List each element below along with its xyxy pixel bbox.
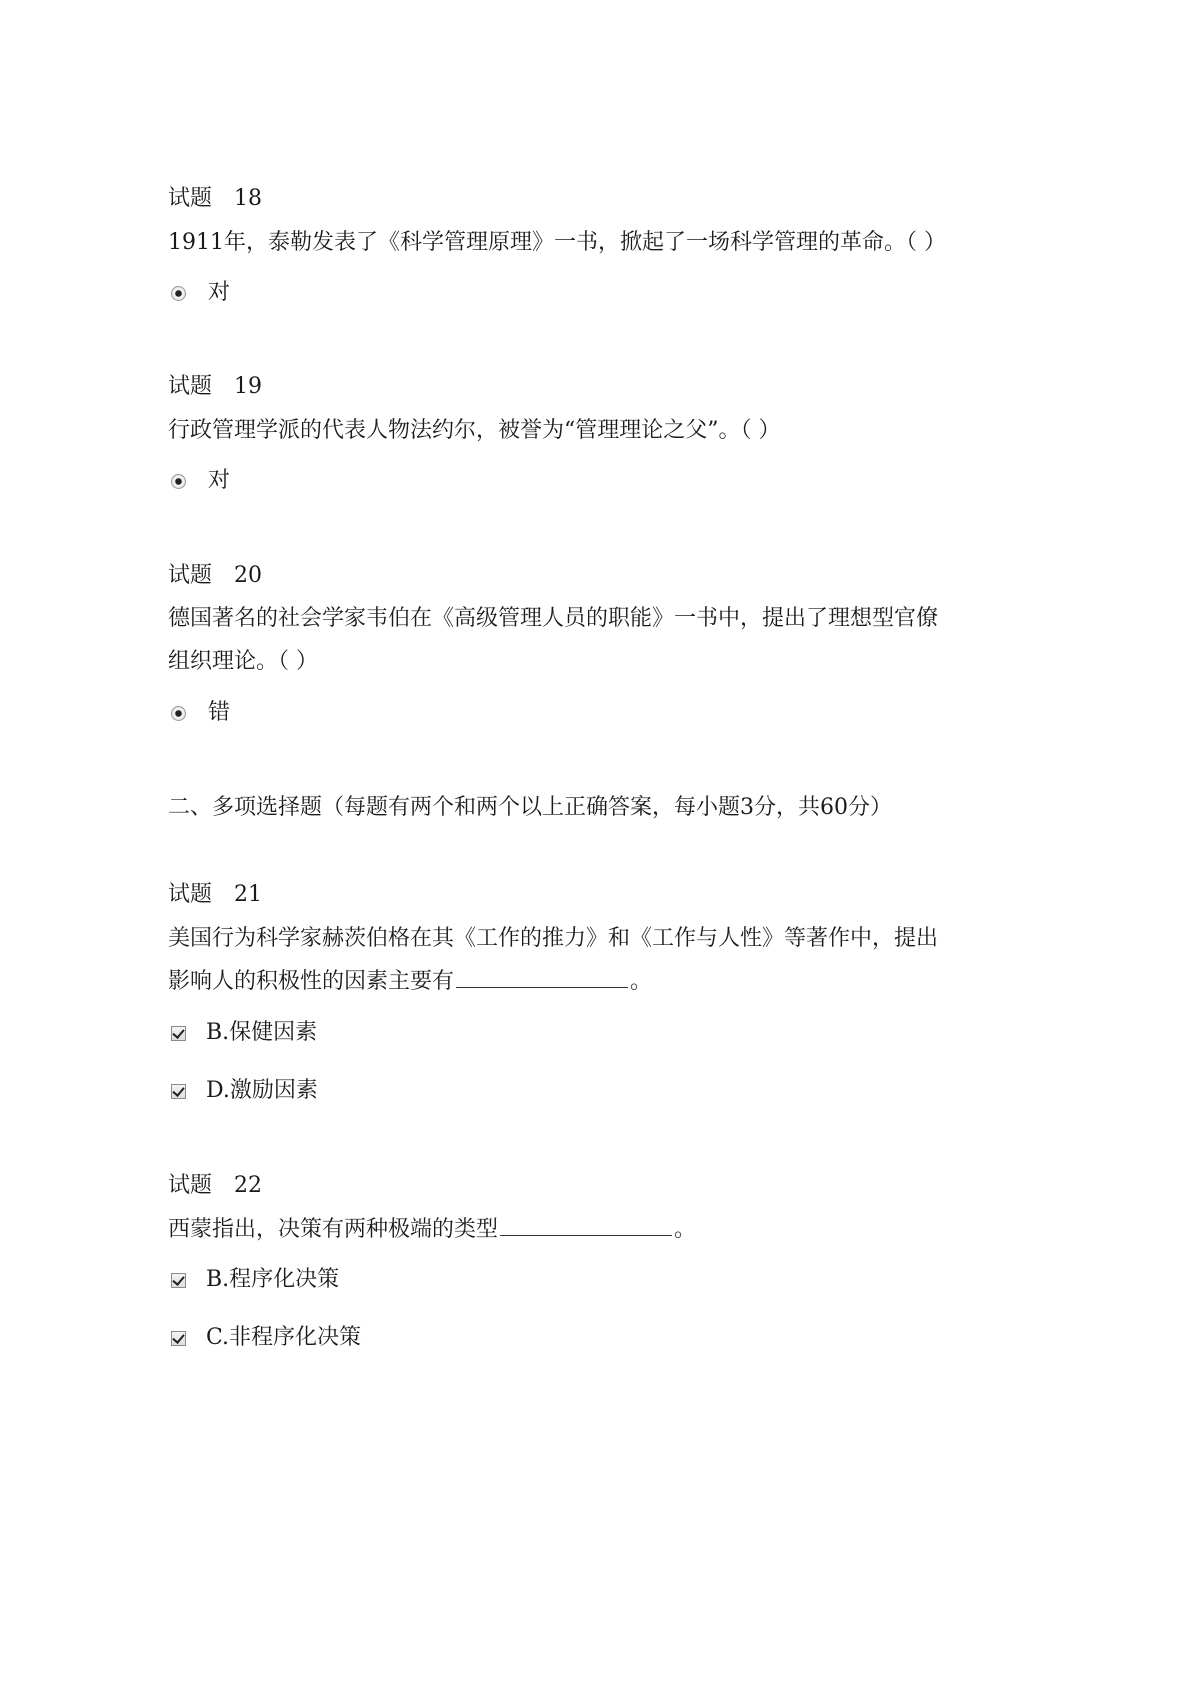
question-18-title [168, 184, 262, 214]
question-text: 西蒙指出，决策有两种极端的类型 [168, 1217, 499, 1242]
question-22-answer-c[interactable] [171, 1325, 362, 1353]
question-20-text-line-1: 德国著名的社会学家韦伯在《高级管理人员的职能》一书中，提出了理想型官僚 [168, 606, 939, 631]
answer-label: 对 [208, 280, 231, 305]
checkbox-checked-icon[interactable] [171, 1084, 186, 1099]
question-number: 21 [234, 882, 263, 907]
question-number: 18 [234, 186, 263, 211]
question-label: 试题 [168, 1173, 213, 1198]
radio-selected-icon[interactable] [171, 474, 186, 489]
section-heading: 二、多项选择题（每题有两个和两个以上正确答案，每小题3分，共60分） [168, 795, 892, 820]
question-label: 试题 [168, 186, 213, 211]
question-21-answer-d[interactable] [171, 1078, 318, 1106]
question-20-answer[interactable] [171, 700, 231, 728]
line-suffix: 。 [674, 1217, 697, 1242]
question-21-title [168, 880, 262, 910]
answer-label: D.激励因素 [206, 1078, 318, 1103]
question-number: 20 [234, 563, 263, 588]
question-label: 试题 [168, 563, 213, 588]
checkbox-checked-icon[interactable] [171, 1273, 186, 1288]
radio-selected-icon[interactable] [171, 286, 186, 301]
answer-blank [456, 967, 628, 988]
answer-blank [500, 1215, 672, 1236]
question-22-answer-b[interactable] [171, 1267, 340, 1295]
question-22-title [168, 1171, 262, 1201]
question-21-text-line-2 [168, 967, 652, 997]
question-label: 试题 [168, 374, 213, 399]
question-22-text [168, 1215, 696, 1245]
question-21-text-line-1: 美国行为科学家赫茨伯格在其《工作的推力》和《工作与人性》等著作中，提出 [168, 926, 939, 951]
checkbox-checked-icon[interactable] [171, 1026, 186, 1041]
line-suffix: 。 [630, 969, 653, 994]
question-20-text-line-2: 组织理论。（ ） [168, 649, 318, 674]
checkbox-checked-icon[interactable] [171, 1331, 186, 1346]
question-18-text: 1911年，泰勒发表了《科学管理原理》一书，掀起了一场科学管理的革命。（ ） [168, 230, 946, 255]
question-19-text: 行政管理学派的代表人物法约尔，被誉为“管理理论之父”。（ ） [168, 418, 781, 443]
question-number: 19 [234, 374, 263, 399]
answer-label: 错 [208, 700, 231, 725]
question-text: 影响人的积极性的因素主要有 [168, 969, 455, 994]
question-label: 试题 [168, 882, 213, 907]
question-19-title [168, 372, 262, 402]
question-21-answer-b[interactable] [171, 1020, 318, 1048]
answer-label: B.程序化决策 [206, 1267, 340, 1292]
question-19-answer[interactable] [171, 468, 231, 496]
question-20-title [168, 561, 262, 591]
answer-label: B.保健因素 [206, 1020, 318, 1045]
question-18-answer[interactable] [171, 280, 231, 308]
answer-label: 对 [208, 468, 231, 493]
question-number: 22 [234, 1173, 263, 1198]
answer-label: C.非程序化决策 [206, 1325, 362, 1350]
radio-selected-icon[interactable] [171, 706, 186, 721]
